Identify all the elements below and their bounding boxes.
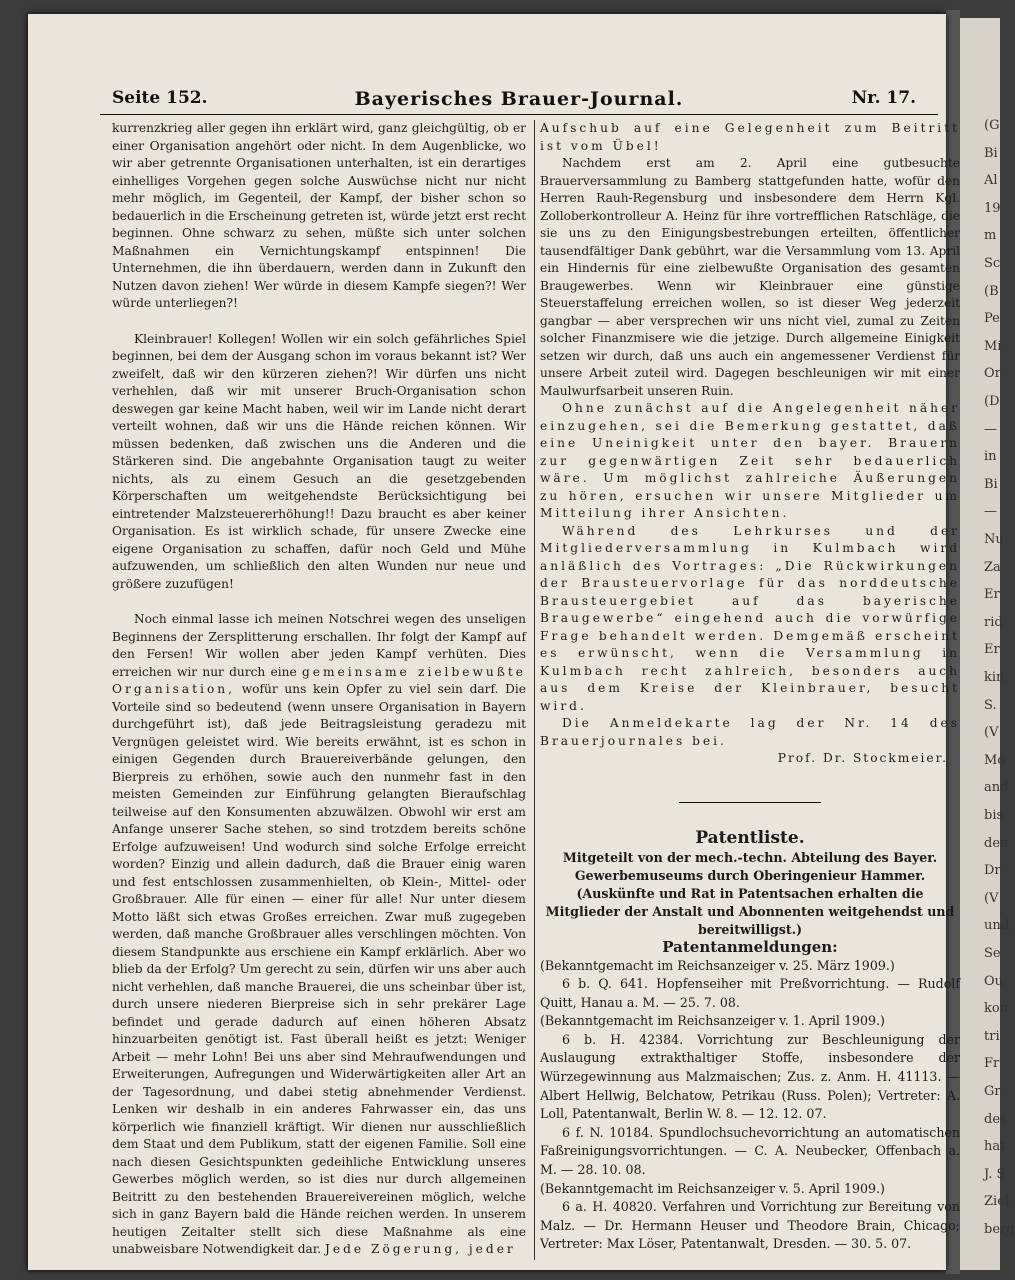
adjacent-page-fragment: des <box>984 1111 1007 1127</box>
adjacent-page-fragment: Dr <box>984 863 1001 879</box>
adjacent-page-fragment: Ou <box>984 973 1004 989</box>
left-column <box>112 120 526 1259</box>
text-run: wofür uns kein Opfer zu viel sein darf. Die Vorteile sind so bedeutend (wenn unsere Organisation in Bayern durchgeführt ist), daß jede Beitragsleistung geradezu mit Vergnügen geleistet wird. Wie bereits erwähnt, ist es schon in einigen Gegenden durch Brauereiverbände gelungen, den Bierpreis zu erhöhen, sowie auch den nunmehr fast in den meisten Gemeinden zur Einführung gelangten Bieraufschlag teilweise auf den Konsumenten abzuwälzen. Obwohl wir erst am Anfange unserer Sache stehen, so sind trotzdem bereits schöne Erfolge aufzuweisen! Und wodurch sind solche Erfolge erreicht worden? Einzig und allein dadurch, daß die Brauer einig waren und fest entschlossen zusammenhielten, ob Klein-, Mittel- oder Großbrauer. Alle für einen — einer für alle! Nur unter diesem Motto läßt sich etwas Großes erreichen. Zwar muß zugegeben werden, daß manche Großbrauer alles verschlingen möchten. Von diesem Standpunkte aus erschiene ein Kampf erklärlich. Aber wo blieb da der Erfolg? Um gerecht zu sein, dürfen wir uns aber auch nicht verhehlen, daß manche Brauerei, die uns scheinbar über ist, durch unsere niederen Bierpreise sich in sehr prekärer Lage befindet und gerade dadurch auf einen höheren Absatz hinzuarbeiten genötigt ist. Fast überall heißt es jetzt: Weniger Arbeit — mehr Lohn! Bei uns aber sind Mehraufwendungen und Erweiterungen, Aufregungen und Widerwärtigkeiten aller Art an der Tagesordnung, und dabei stetig abnehmender Verdienst. Lenken wir deshalb in ein anderes Fahrwasser ein, das uns körperlich wie finanziell kräftigt. Wir dienen nur ausschließlich dem Staat und dem Publikum, statt der eigenen Familie. Soll eine nach diesen Gesichtspunkten gedeihliche Entwicklung unseres Gewerbes möglich werden, so ist dies nur durch allgemeinen Beitritt zu den bestehenden Brauereivereinen möglich, welche sich in ganz Bayern bald die Hände reichen werden. In unserem heutigen Zeitalter stellt sich diese Maßnahme als eine unabweisbare Notwendigkeit dar. <box>112 682 526 1256</box>
patent-applications-heading: Patentanmeldungen: <box>662 938 838 956</box>
adjacent-page-fragment: Al <box>984 173 998 189</box>
page-header <box>100 86 938 115</box>
text-run: Noch einmal lasse ich meinen Notschrei wegen des unseligen Beginnens der Zersplitterung erschallen. Ihr folgt der Kampf auf den Fersen! Wir wollen aber jeden Kampf verhüten. Dies erreichen wir nur durch eine <box>112 612 526 679</box>
paragraph: Kleinbrauer! Kollegen! Wollen wir ein solch gefährliches Spiel beginnen, bei dem der Ausgang schon im voraus bekannt ist? Wer zweifelt, daß wir den kürzeren ziehen?! Wir dürfen uns nicht verhehlen, daß wir mit unserer Bruch-Organisation schon deswegen gar keine Macht haben, weil wir im Lande nicht derart verteilt wohnen, daß wir uns die Hände reichen können. Wir müssen bedenken, daß zwischen uns die Anderen und die Stärkeren sind. Die angebahnte Organisation taugt zu weiter nichts, als zu einem Gesuch an die gesetzgebenden Körperschaften um weitgehendste Berücksichtigung bei eintretender Malzsteuererhöhung!! Dazu braucht es aber keiner Organisation. Es ist wirklich schade, für unsere Zwecke eine eigene Organisation zu schaffen, dafür noch Geld und Mühe aufzuwenden, um schließlich den alten Wunden nur neue und größere zuzufügen! <box>112 331 526 591</box>
patent-entry: 6 b. H. 42384. Vorrichtung zur Beschleunigung der Auslaugung extrakthaltiger Stoffe, insbesondere der Würzegewinnung aus Malzmaischen; Zus. z. Anm. H. 41113. — Albert Hellwig, Belchatow, Petrikau (Russ. Polen); Vertreter: A. Loll, Patentanwalt, Berlin W. 8. — 12. 12. 07. <box>540 1031 960 1122</box>
adjacent-page-fragment: Mo <box>984 752 1006 768</box>
journal-page <box>28 14 960 1270</box>
journal-title: Bayerisches Brauer-Journal. <box>354 88 684 110</box>
column-divider <box>534 120 535 1260</box>
adjacent-page-fragment: — <box>984 504 997 520</box>
adjacent-page-fragment: and <box>984 780 1009 796</box>
paragraph: Während des Lehrkurses und der Mitgliederversammlung in Kulmbach wird anläßlich des Vortrages: „Die Rückwirkungen der Brausteuervorlage für das norddeutsche Brausteuergebiet auf das bayerische Braugewerbe“ eingehend auch die vorwürfige Frage behandelt werden. Demgemäß erscheint es erwünscht, wenn die Versammlung in Kulmbach recht zahlreich, besonders auch aus dem Kreise der Kleinbrauer, besucht wird. <box>540 523 960 713</box>
patent-list-title: Patentliste. <box>695 828 805 848</box>
adjacent-page-edge <box>960 18 1015 1270</box>
adjacent-page-fragment: kin <box>984 670 1005 685</box>
adjacent-page-fragment: (V <box>984 725 999 741</box>
adjacent-page-fragment: (V <box>984 890 999 906</box>
adjacent-page-fragment: Pe <box>984 311 1000 327</box>
patent-entry: 6 b. Q. 641. Hopfenseiher mit Preßvorrichtung. — Rudolf Quitt, Hanau a. M. — 25. 7. 08. <box>540 976 960 1010</box>
adjacent-page-fragment: S. <box>984 697 997 713</box>
adjacent-page-fragment: Sc <box>984 256 1001 271</box>
adjacent-page-fragment: Bi <box>984 145 998 161</box>
adjacent-page-fragment: Bi <box>984 476 998 492</box>
page-number: Seite 152. <box>112 88 208 108</box>
adjacent-page-fragment: hat <box>984 1139 1006 1155</box>
publication-note: (Bekanntgemacht im Reichsanzeiger v. 25. März 1909.) <box>540 957 895 973</box>
paragraph: Aufschub auf eine Gelegenheit zum Beitritt ist vom Übel! <box>540 121 960 153</box>
adjacent-page-fragment: und <box>984 918 1010 934</box>
adjacent-page-fragment: (G <box>984 118 1000 133</box>
adjacent-page-fragment: (D <box>984 394 1000 409</box>
adjacent-page-fragment: Ziel <box>984 1194 1010 1210</box>
adjacent-page-fragment: Fr <box>984 1056 1000 1072</box>
author-signature: Prof. Dr. Stockmeier. <box>777 751 948 765</box>
adjacent-page-fragment: tri <box>984 1028 1000 1044</box>
paragraph: Die Anmeldekarte lag der Nr. 14 des Brauerjournales bei. <box>540 716 960 748</box>
patent-entry: 6 a. H. 40820. Verfahren und Vorrichtung zur Bereitung von Malz. — Dr. Hermann Heuser und Theodore Brain, Chicago; Vertreter: Max Löser, Patentanwalt, Dresden. — 30. 5. 07. <box>540 1199 960 1252</box>
adjacent-page-fragment: Er <box>984 642 1000 658</box>
patent-list-note: (Auskünfte und Rat in Patentsachen erhalten die Mitglieder der Anstalt und Abonnenten weitgehendst und bereitwilligst.) <box>545 886 955 937</box>
paragraph: Ohne zunächst auf die Angelegenheit näher einzugehen, sei die Bemerkung gestattet, daß eine Uneinigkeit unter den bayer. Brauern zur gegenwärtigen Zeit sehr bedauerlich wäre. Um möglichst zahlreiche Äußerungen zu hören, ersuchen wir unsere Mitglieder um Mitteilung ihrer Ansichten. <box>540 401 960 520</box>
publication-note: (Bekanntgemacht im Reichsanzeiger v. 1. April 1909.) <box>540 1013 885 1029</box>
paragraph: kurrenzkrieg aller gegen ihn erklärt wird, ganz gleichgültig, ob er einer Organisation angehört oder nicht. In dem Augenblicke, wo wir aber getrennte Organisationen unterhalten, ist ein derartiges einhelliges Vorgehen gegen solche Auswüchse nicht nur nicht mehr möglich, im Gegenteil, der Kampf, der bisher schon so bedauerlich in die Erscheinung getreten ist, würde jetzt erst recht beginnen. Ohne schwarz zu sehen, müßte sich unter solchen Maßnahmen ein Vernichtungskampf entspinnen! Die Unternehmen, die ihn überdauern, werden dann in Zukunft den Nutzen davon ziehen! Wer würde in diesem Kampfe siegen?! Wer würde unterliegen?! <box>112 121 526 310</box>
right-column <box>540 120 960 1254</box>
adjacent-page-fragment: rid <box>984 614 1003 630</box>
patent-entry: 6 f. N. 10184. Spundlochsuchevorrichtung an automatischen Faßreinigungsvorrichtungen. — C. A. Neubecker, Offenbach a. M. — 28. 10. 08. <box>540 1124 960 1178</box>
adjacent-page-fragment: — <box>984 421 997 437</box>
emphasis-text: gemeinsame zielbewußte Organisation, <box>112 664 526 696</box>
adjacent-page-fragment: Nu <box>984 532 1004 547</box>
paragraph: Nachdem erst am 2. April eine gutbesuchte Brauerversammlung zu Bamberg stattgefunden hatte, wofür den Herren Rauh-Regensburg und insbesondere dem Herrn Kgl. Zolloberkontrolleur A. Heinz für ihre vortrefflichen Ratschläge, die sie uns zu den Einigungsbestrebungen erteilten, öffentlicher tausendfältiger Dank gebührt, war die Versammlung vom 13. April ein Hindernis für eine zielbewußte Organisation des gesamten Braugewerbes. Wenn wir Kleinbrauer eine günstige Steuerstaffelung erreichen wollen, so ist dieser Weg jederzeit gangbar — aber versprechen wir uns nicht viel, zumal zu Zeiten solcher Finanzmisere wie die jetzige. Durch allgemeine Einigkeit setzen wir durch, daß uns auch ein angemessener Verdienst für unsere Arbeit zuteil wird. Dagegen beschleunigen wir mit einer Maulwurfsarbeit unseren Ruin. <box>540 156 960 398</box>
emphasis-text: Jede Zögerung, jeder <box>325 1242 516 1256</box>
adjacent-page-fragment: berg <box>984 1222 1015 1237</box>
adjacent-page-fragment: Mi <box>984 338 1002 354</box>
adjacent-page-fragment: den <box>984 835 1009 851</box>
adjacent-page-fragment: Se <box>984 946 1001 961</box>
adjacent-page-fragment: kon <box>984 1001 1009 1017</box>
adjacent-page-fragment: m <box>984 228 997 244</box>
adjacent-page-fragment: bis <box>984 808 1004 823</box>
section-rule <box>679 802 821 804</box>
adjacent-page-fragment: (B <box>984 283 999 299</box>
publication-note: (Bekanntgemacht im Reichsanzeiger v. 5. April 1909.) <box>540 1180 885 1196</box>
adjacent-page-fragment: Or <box>984 366 1001 382</box>
adjacent-page-fragment: in <box>984 449 997 465</box>
paragraph <box>112 611 526 1259</box>
adjacent-page-fragment: Za <box>984 559 1001 575</box>
adjacent-page-fragment: 19 <box>984 200 1001 216</box>
patent-list-source: Mitgeteilt von der mech.-techn. Abteilung des Bayer. Gewerbemuseums durch Oberingenieur Hammer. <box>562 850 938 883</box>
adjacent-page-fragment: Er <box>984 587 1000 603</box>
issue-number: Nr. 17. <box>851 88 916 108</box>
adjacent-page-fragment: Gr <box>984 1084 1001 1099</box>
adjacent-page-fragment: J. S <box>984 1166 1006 1182</box>
